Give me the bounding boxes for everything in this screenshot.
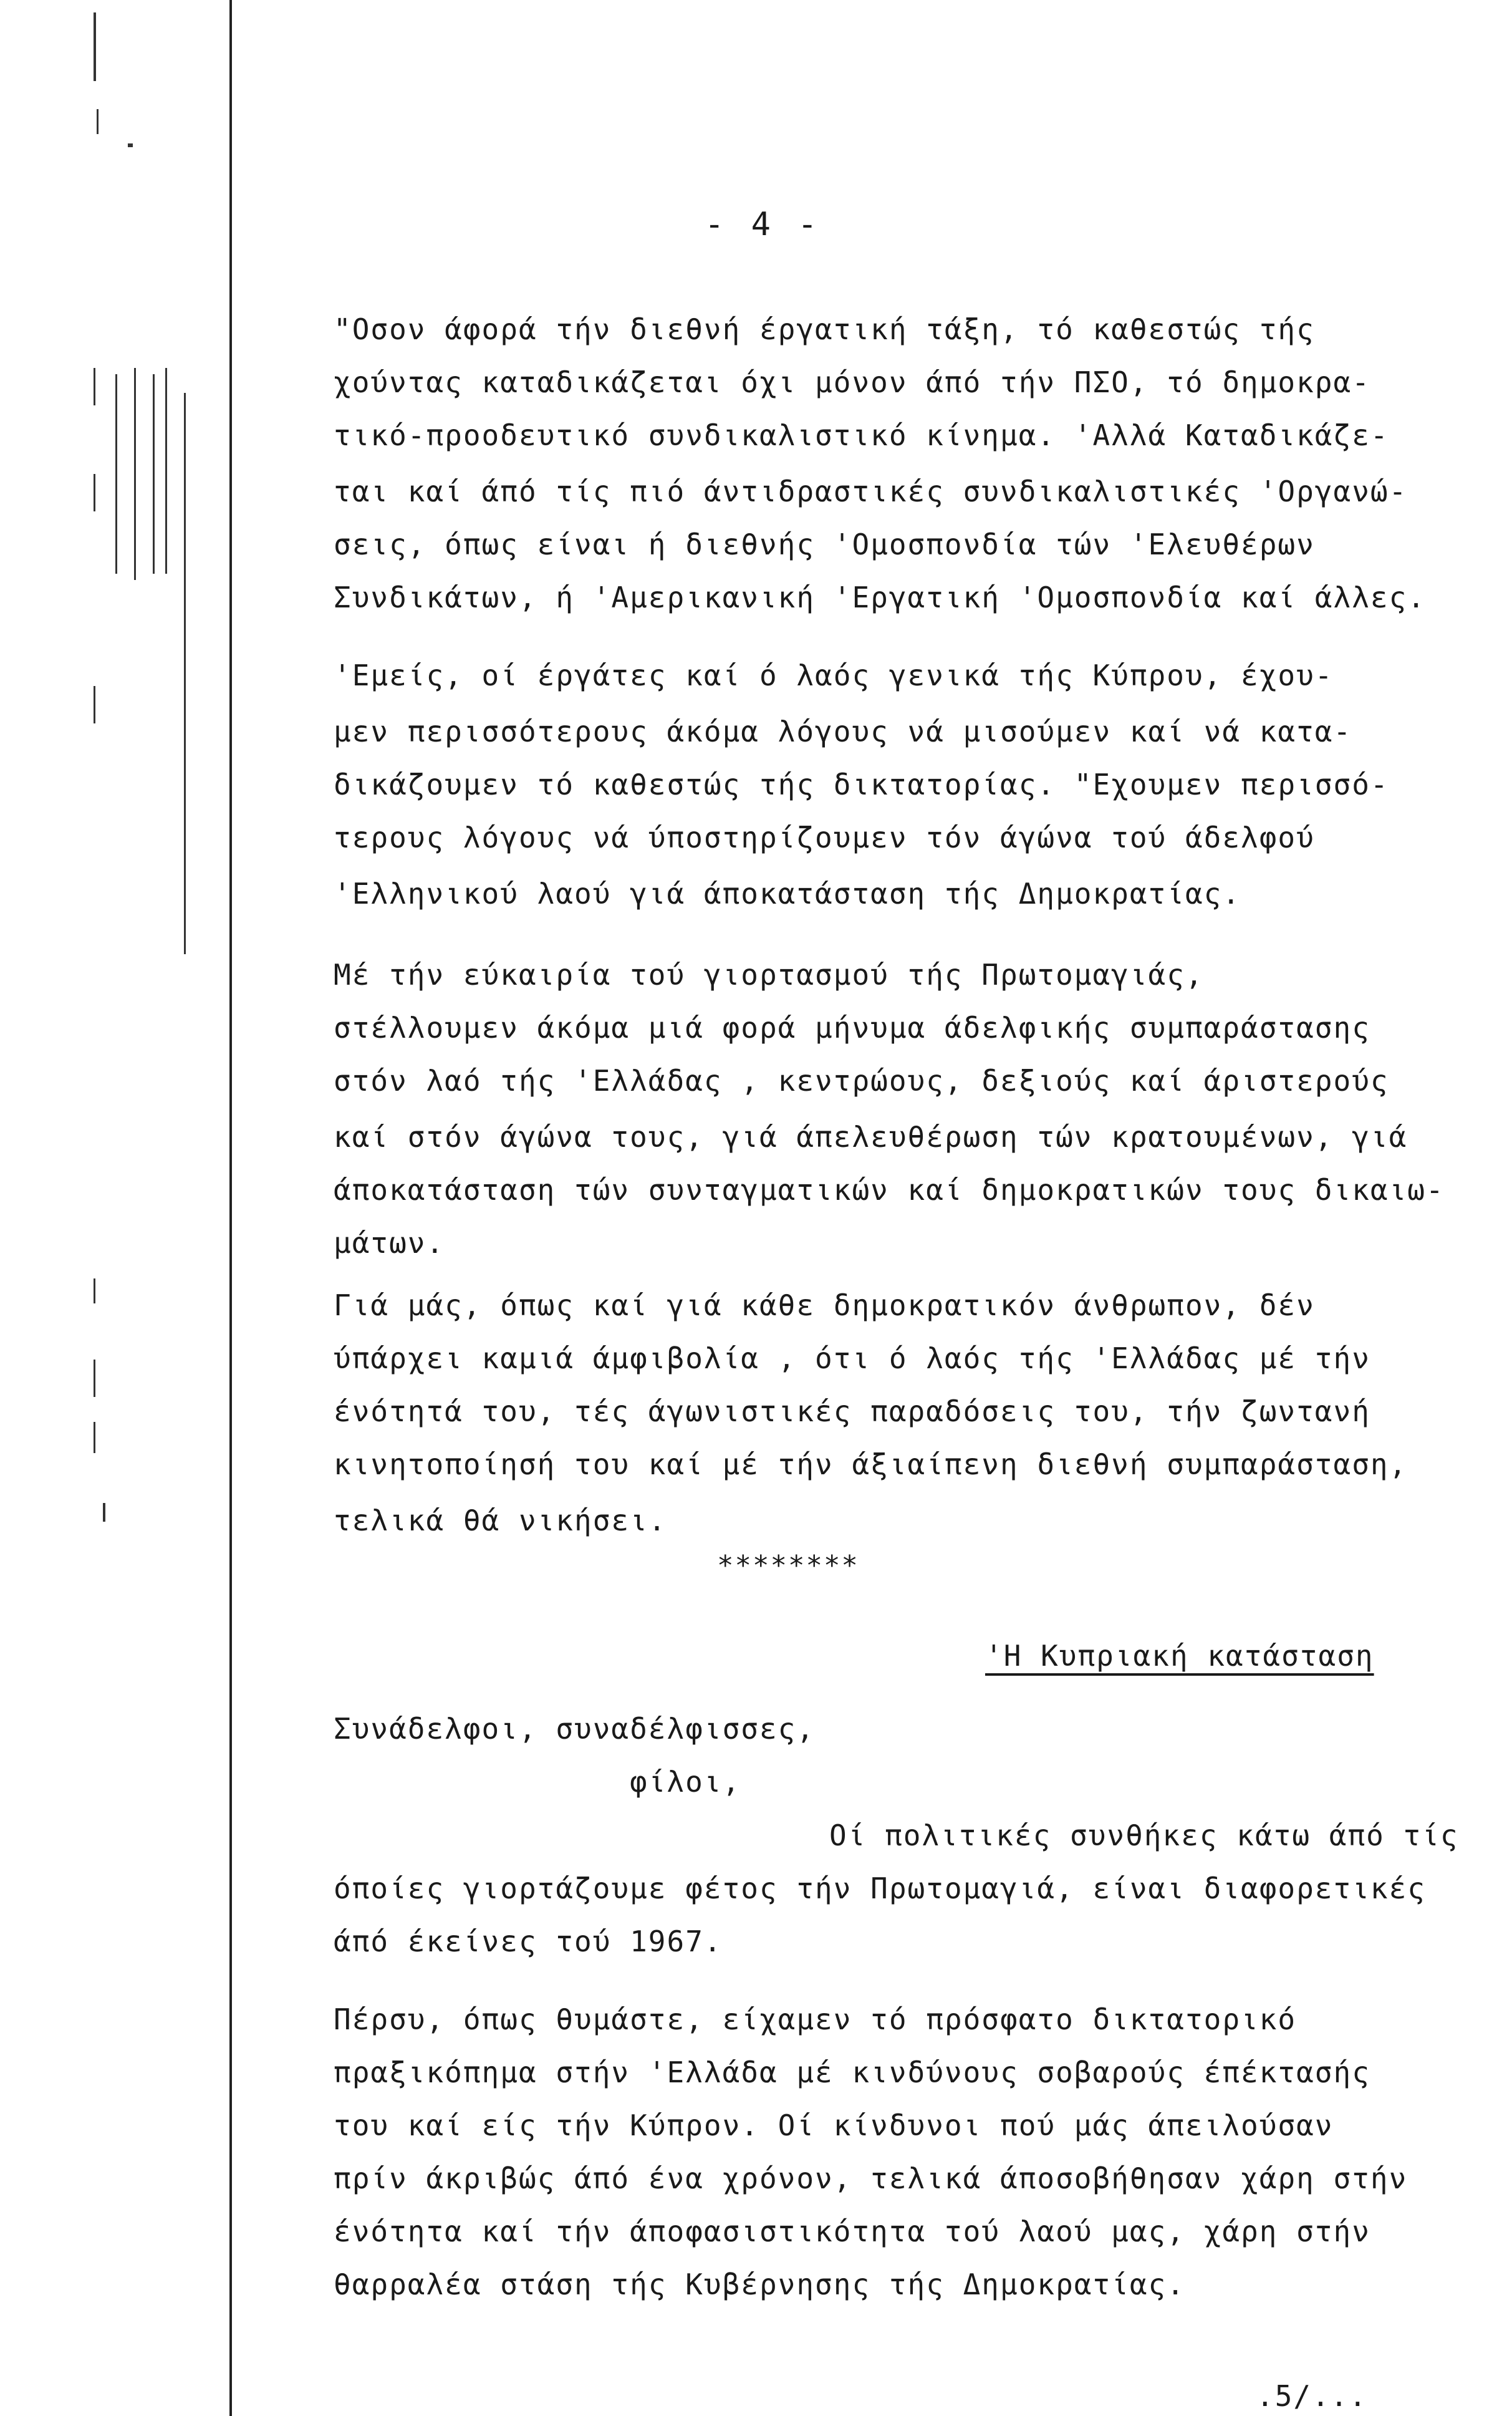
paragraph-line: μάτων. xyxy=(334,1226,445,1260)
paragraph-line: πραξικόπημα στήν 'Ελλάδα μέ κινδύνους σοβαρούς έπέκτασής xyxy=(334,2056,1370,2089)
scan-mark xyxy=(94,1360,95,1397)
scan-mark xyxy=(94,368,95,405)
paragraph-line: χούντας καταδικάζεται όχι μόνον άπό τήν ΠΣΟ, τό δημοκρα- xyxy=(334,365,1370,399)
paragraph-line: Πέρσυ, όπως θυμάστε, είχαμεν τό πρόσφατο δικτατορικό xyxy=(334,2003,1297,2036)
scan-mark xyxy=(94,12,96,81)
scan-mark xyxy=(184,393,186,954)
scan-mark xyxy=(94,1278,95,1303)
scan-mark xyxy=(165,368,167,574)
paragraph-line: άποκατάσταση τών συνταγματικών καί δημοκρατικών τους δικαιω- xyxy=(334,1173,1445,1207)
paragraph-line: στόν λαό τής 'Ελλάδας , κεντρώους, δεξιούς καί άριστερούς xyxy=(334,1064,1389,1098)
paragraph-line: τελικά θά νικήσει. xyxy=(334,1504,667,1537)
paragraph-line: καί στόν άγώνα τους, γιά άπελευθέρωση τών κρατουμένων, γιά xyxy=(334,1120,1408,1154)
section-heading: 'Η Κυπριακή κατάσταση xyxy=(985,1639,1374,1673)
paragraph-line: ύπάρχει καμιά άμφιβολία , ότι ό λαός τής 'Ελλάδας μέ τήν xyxy=(334,1341,1370,1375)
paragraph-line: μεν περισσότερους άκόμα λόγους νά μισούμεν καί νά κατα- xyxy=(334,715,1352,748)
scan-mark xyxy=(94,474,95,511)
paragraph-line: στέλλουμεν άκόμα μιά φορά μήνυμα άδελφικής συμπαράστασης xyxy=(334,1011,1370,1045)
scan-mark xyxy=(94,1422,95,1453)
paragraph-line: ένότητά του, τές άγωνιστικές παραδόσεις του, τήν ζωντανή xyxy=(334,1394,1370,1428)
paragraph-line: Οί πολιτικές συνθήκες κάτω άπό τίς xyxy=(829,1819,1459,1852)
paragraph-line: "Οσον άφορά τήν διεθνή έργατική τάξη, τό καθεστώς τής xyxy=(334,312,1315,346)
scan-mark xyxy=(97,109,99,134)
salutation: φίλοι, xyxy=(630,1765,741,1799)
paragraph-line: πρίν άκριβώς άπό ένα χρόνον, τελικά άποσοβήθησαν χάρη στήν xyxy=(334,2162,1408,2195)
page-number: - 4 - xyxy=(705,206,821,243)
paragraph-line: όποίες γιορτάζουμε φέτος τήν Πρωτομαγιά, είναι διαφορετικές xyxy=(334,1872,1426,1905)
scan-mark xyxy=(134,368,136,580)
continuation-marker: .5/... xyxy=(1256,2379,1368,2413)
paragraph-line: δικάζουμεν τό καθεστώς τής δικτατορίας. "Εχουμεν περισσό- xyxy=(334,768,1389,801)
paragraph-line: τερους λόγους νά ύποστηρίζουμεν τόν άγώνα τού άδελφού xyxy=(334,821,1315,854)
paragraph-line: Γιά μάς, όπως καί γιά κάθε δημοκρατικόν άνθρωπον, δέν xyxy=(334,1288,1315,1322)
paragraph-line: θαρραλέα στάση τής Κυβέρνησης τής Δημοκρατίας. xyxy=(334,2268,1185,2301)
scan-mark xyxy=(94,686,95,723)
scan-mark xyxy=(128,143,133,147)
paragraph-line: Συνδικάτων, ή 'Αμερικανική 'Εργατική 'Ομοσπονδία καί άλλες. xyxy=(334,581,1426,614)
scan-mark xyxy=(153,374,155,574)
paragraph-line: σεις, όπως είναι ή διεθνής 'Ομοσπονδία τών 'Ελευθέρων xyxy=(334,528,1315,561)
paragraph-line: κινητοποίησή του καί μέ τήν άξιαίπενη διεθνή συμπαράσταση, xyxy=(334,1447,1408,1481)
paragraph-line: ένότητα καί τήν άποφασιστικότητα τού λαού μας, χάρη στήν xyxy=(334,2215,1370,2248)
paragraph-line: Μέ τήν εύκαιρία τού γιορτασμού τής Πρωτομαγιάς, xyxy=(334,958,1204,992)
scan-mark xyxy=(115,374,117,574)
paragraph-line: του καί είς τήν Κύπρον. Οί κίνδυνοι πού μάς άπειλούσαν xyxy=(334,2109,1334,2142)
paragraph-line: ται καί άπό τίς πιό άντιδραστικές συνδικαλιστικές 'Οργανώ- xyxy=(334,475,1408,508)
scan-mark xyxy=(103,1503,105,1522)
paragraph-line: 'Εμείς, οί έργάτες καί ό λαός γενικά τής Κύπρου, έχου- xyxy=(334,659,1334,692)
margin-rule xyxy=(229,0,232,2416)
section-separator: ******** xyxy=(717,1550,859,1582)
salutation: Συνάδελφοι, συναδέλφισσες, xyxy=(334,1712,816,1746)
paragraph-line: τικό-προοδευτικό συνδικαλιστικό κίνημα. 'Αλλά Καταδικάζε- xyxy=(334,418,1389,452)
paragraph-line: άπό έκείνες τού 1967. xyxy=(334,1925,723,1958)
paragraph-line: 'Ελληνικού λαού γιά άποκατάσταση τής Δημοκρατίας. xyxy=(334,877,1241,911)
